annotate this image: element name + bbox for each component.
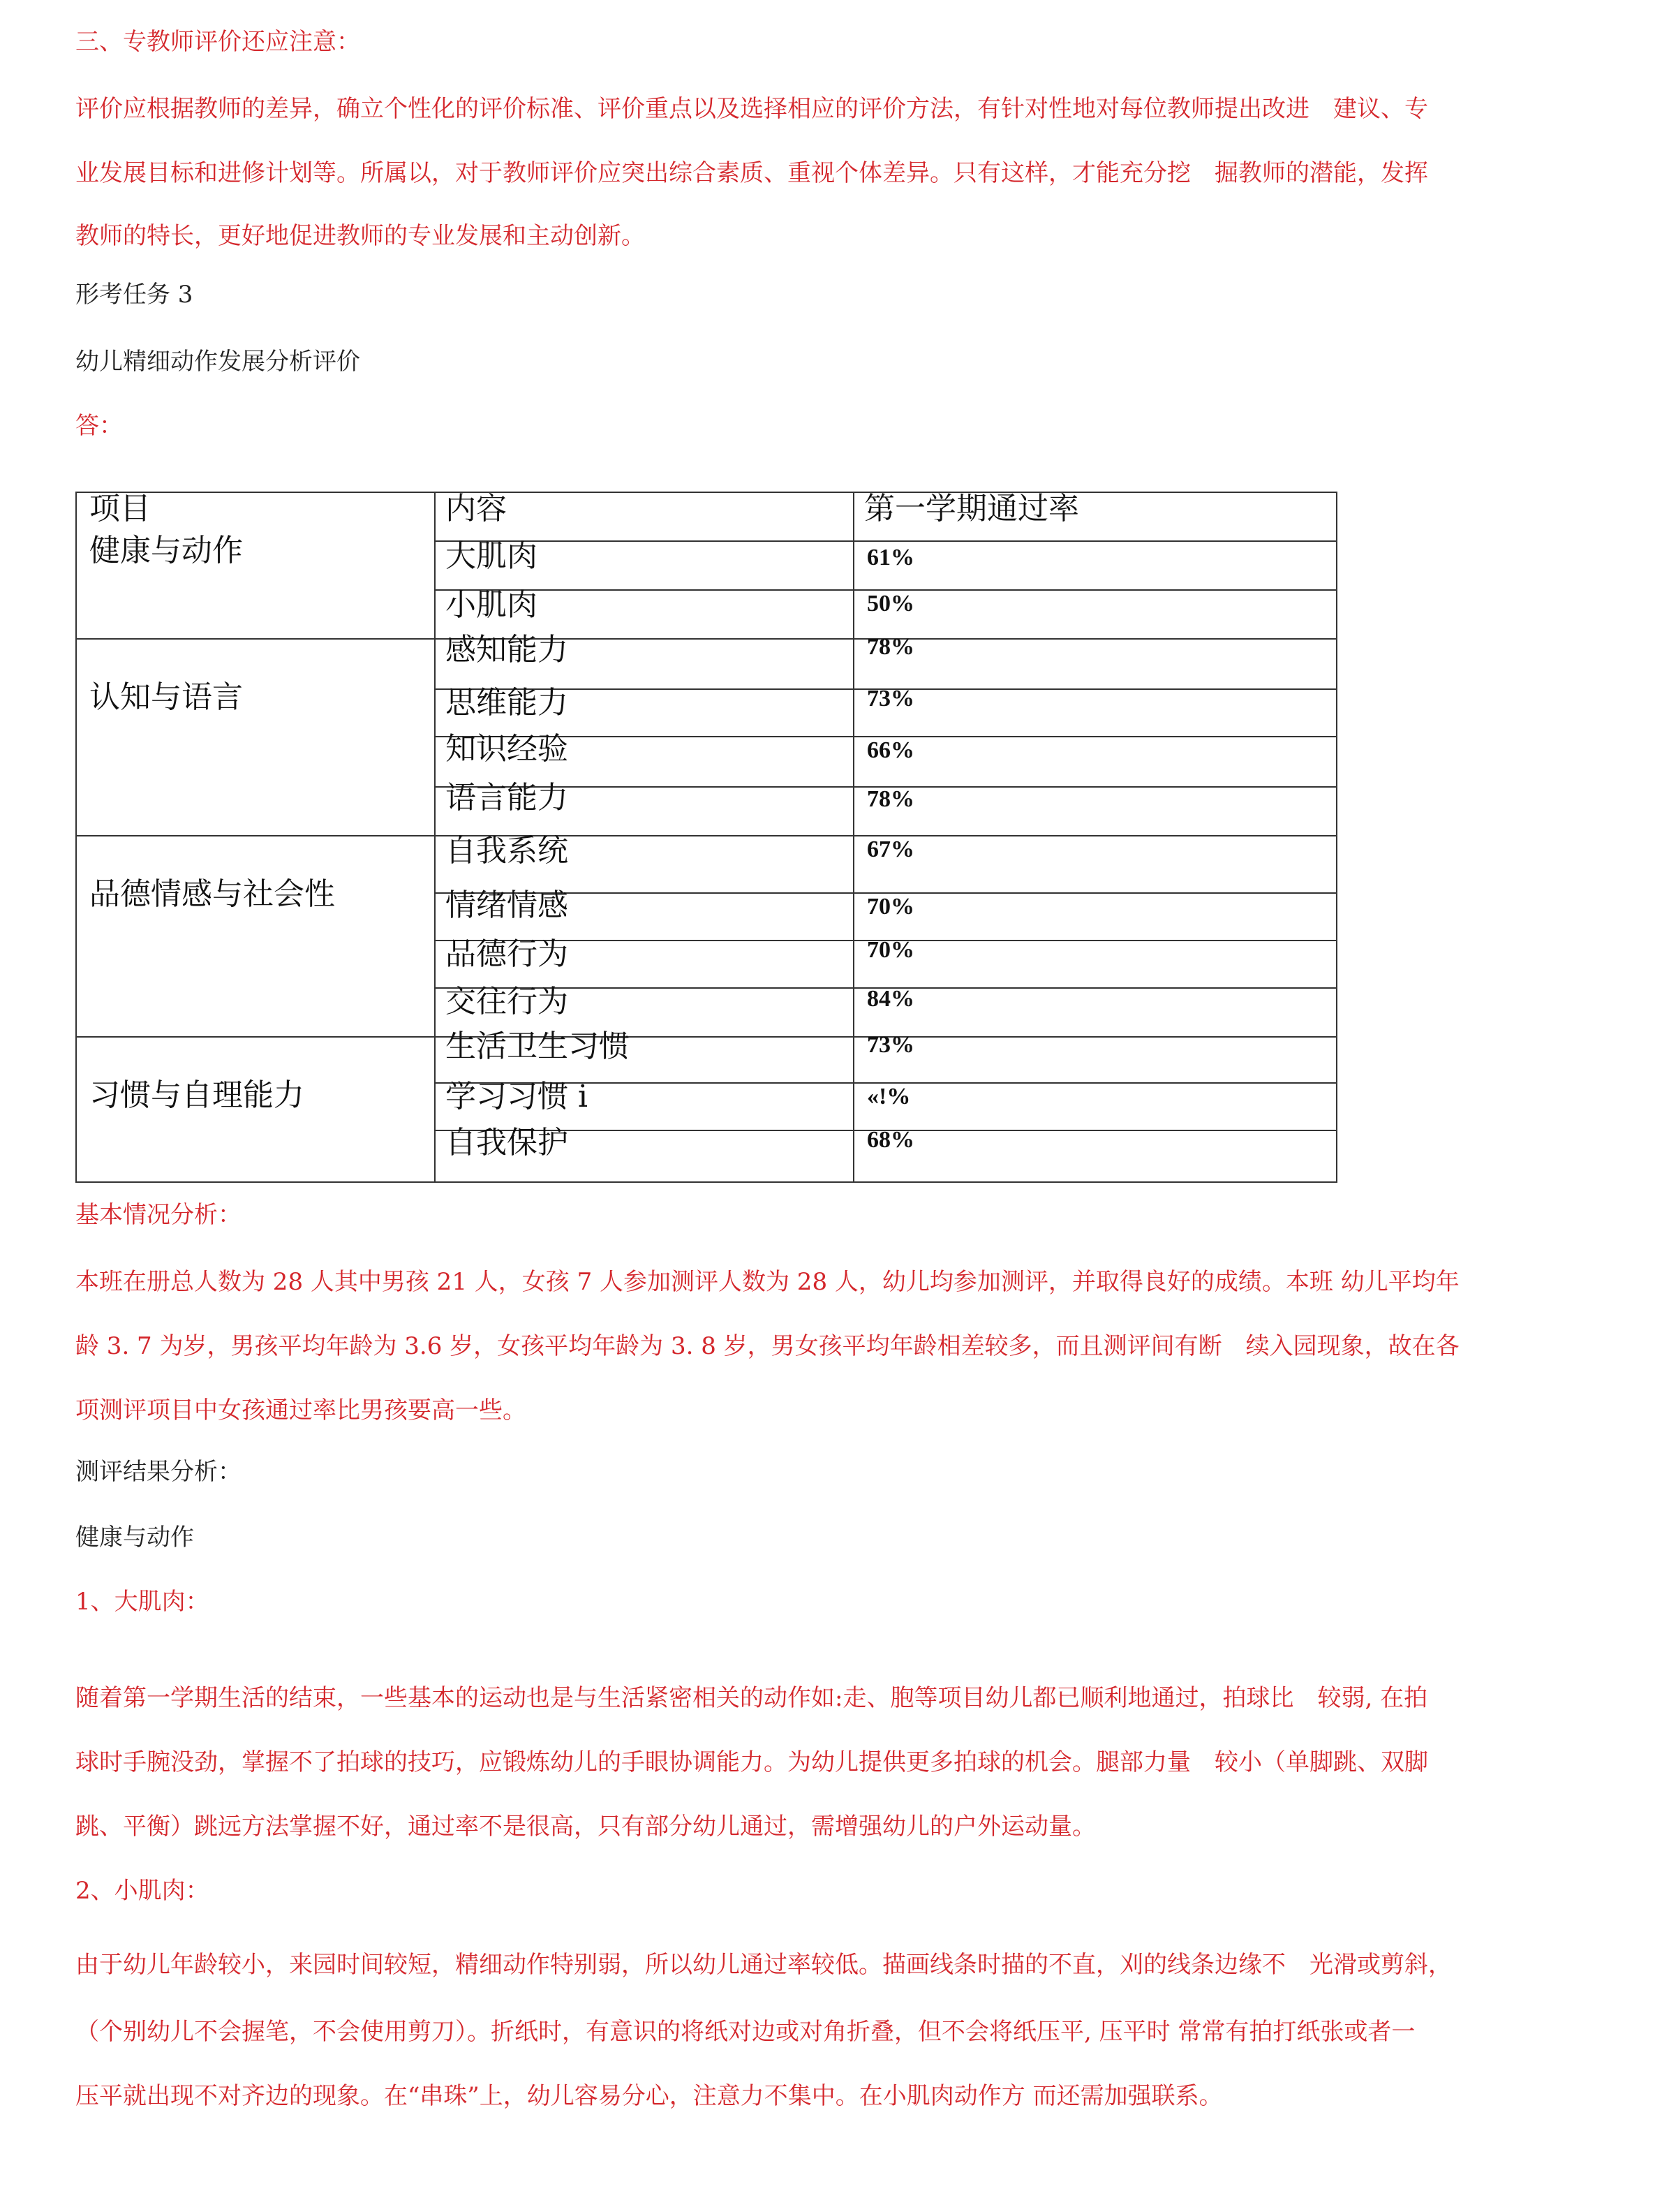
item1-line: 随着第一学期生活的结束，一些基本的运动也是与生活紧密相关的动作如:走、胞等项目幼儿都已顺利地通过，拍球比 较弱, 在拍 bbox=[75, 1684, 1428, 1712]
answer-label: 答： bbox=[75, 412, 123, 440]
content-cell: 大肌肉 bbox=[445, 538, 537, 574]
section3-heading: 三、专教师评价还应注意： bbox=[75, 28, 360, 56]
content-cell: 语言能力 bbox=[445, 780, 568, 816]
category-morality-social: 品德情感与社会性 bbox=[89, 876, 335, 912]
rate-cell: 67% bbox=[867, 836, 914, 862]
content-cell: 自我保护 bbox=[445, 1125, 568, 1160]
content-cell: 交往行为 bbox=[445, 984, 568, 1019]
header-item: 项目 bbox=[89, 491, 151, 526]
category-habits-selfcare: 习惯与自理能力 bbox=[89, 1077, 304, 1113]
content-cell: 自我系统 bbox=[445, 833, 568, 869]
result-analysis-heading: 测评结果分析： bbox=[75, 1458, 242, 1486]
section3-paragraph-line: 评价应根据教师的差异，确立个性化的评价标准、评价重点以及选择相应的评价方法，有针对性地对每位教师提出改进 建议、专 bbox=[75, 95, 1428, 123]
item1-line: 球时手腕没劲，掌握不了拍球的技巧，应锻炼幼儿的手眼协调能力。为幼儿提供更多拍球的机会。腿部力量 较小（单脚跳、双脚 bbox=[75, 1748, 1428, 1776]
rate-cell: 73% bbox=[867, 1032, 914, 1058]
rate-cell: «!% bbox=[867, 1084, 911, 1109]
item1-heading: 1、大肌肉： bbox=[75, 1588, 209, 1616]
section3-paragraph-line: 业发展目标和进修计划等。所属以，对于教师评价应突出综合素质、重视个体差异。只有这样，才能充分挖 掘教师的潜能，发挥 bbox=[75, 159, 1428, 187]
item2-line: 压平就出现不对齐边的现象。在“串珠”上，幼儿容易分心，注意力不集中。在小肌肉动作方 而还需加强联系。 bbox=[75, 2082, 1223, 2110]
basic-analysis-line: 龄 3. 7 为岁，男孩平均年龄为 3.6 岁，女孩平均年龄为 3. 8 岁，男女孩平均年龄相差较多，而且测评间有断 续入园现象，故在各 bbox=[75, 1332, 1460, 1360]
rate-cell: 68% bbox=[867, 1127, 914, 1153]
content-cell: 情绪情感 bbox=[445, 887, 568, 923]
task-title: 形考任务 3 bbox=[75, 281, 193, 309]
basic-analysis-line: 项测评项目中女孩通过率比男孩要高一些。 bbox=[75, 1396, 526, 1424]
content-cell: 品德行为 bbox=[445, 936, 568, 972]
content-cell: 知识经验 bbox=[445, 731, 568, 767]
rate-cell: 73% bbox=[867, 686, 914, 711]
content-cell: 小肌肉 bbox=[445, 587, 537, 623]
basic-analysis-heading: 基本情况分析： bbox=[75, 1201, 242, 1229]
rate-cell: 66% bbox=[867, 737, 914, 763]
pass-rate-table bbox=[75, 492, 1337, 1183]
basic-analysis-line: 本班在册总人数为 28 人其中男孩 21 人，女孩 7 人参加测评人数为 28 人，幼儿均参加测评，并取得良好的成绩。本班 幼儿平均年 bbox=[75, 1268, 1460, 1296]
category-cognition-language: 认知与语言 bbox=[89, 679, 243, 715]
header-content: 内容 bbox=[445, 491, 507, 526]
content-cell: 思维能力 bbox=[445, 685, 568, 721]
rate-cell: 61% bbox=[867, 545, 914, 570]
item2-line: 由于幼儿年龄较小，来园时间较短，精细动作特别弱，所以幼儿通过率较低。描画线条时描的不直，刈的线条边缘不 光滑或剪斜， bbox=[75, 1951, 1452, 1979]
rate-cell: 78% bbox=[867, 786, 914, 812]
rate-cell: 70% bbox=[867, 894, 914, 920]
category-health-motor: 健康与动作 bbox=[89, 533, 243, 568]
content-cell: 生活卫生习惯 bbox=[445, 1028, 630, 1064]
content-cell: 学习习惯 i bbox=[445, 1079, 588, 1114]
task-subtitle: 幼儿精细动作发展分析评价 bbox=[75, 348, 360, 376]
health-heading: 健康与动作 bbox=[75, 1524, 194, 1551]
content-cell: 感知能力 bbox=[445, 632, 568, 668]
rate-cell: 70% bbox=[867, 937, 914, 963]
section3-paragraph-line: 教师的特长，更好地促进教师的专业发展和主动创新。 bbox=[75, 222, 645, 250]
header-pass-rate: 第一学期通过率 bbox=[864, 491, 1079, 526]
rate-cell: 50% bbox=[867, 591, 914, 617]
item1-line: 跳、平衡）跳远方法掌握不好，通过率不是很高，只有部分幼儿通过，需增强幼儿的户外运动量。 bbox=[75, 1813, 1096, 1841]
item2-line: （个别幼儿不会握笔，不会使用剪刀）。折纸时，有意识的将纸对边或对角折叠，但不会将纸压平, 压平时 常常有拍打纸张或者一 bbox=[75, 2018, 1416, 2046]
item2-heading: 2、小肌肉： bbox=[75, 1877, 209, 1905]
rate-cell: 84% bbox=[867, 986, 914, 1012]
rate-cell: 78% bbox=[867, 634, 914, 660]
